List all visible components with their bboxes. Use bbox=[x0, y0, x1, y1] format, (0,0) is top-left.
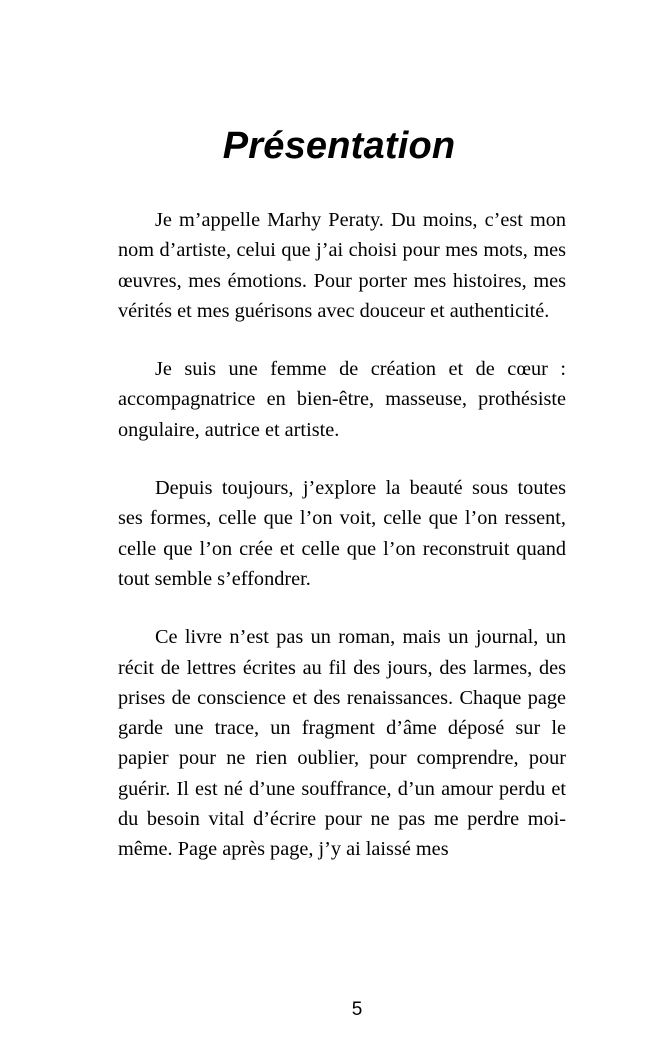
paragraph-2: Je suis une femme de création et de cœur : accompagnatrice en bien-être, masseuse, prothésiste ongulaire, autrice et artiste. bbox=[118, 358, 566, 441]
paragraph-3: Depuis toujours, j’explore la beauté sous toutes ses formes, celle que l’on voit, celle que l’on ressent, celle que l’on crée et celle que l’on reconstruit quand tout semble s’effondrer. bbox=[118, 477, 566, 590]
paragraph-4: Ce livre n’est pas un roman, mais un journal, un récit de lettres écrites au fil des jours, des larmes, des prises de conscience et des renaissances. Chaque page garde une trace, un fragment d’âme déposé sur le papier pour ne rien oublier, pour comprendre, pour guérir. Il est né d’une souffrance, d’un amour perdu et du besoin vital d’écrire pour ne pas me perdre moi-même. Page après page, j’y ai laissé mes bbox=[118, 626, 566, 861]
page-title: Présentation bbox=[222, 125, 456, 167]
paragraph-1: Je m’appelle Marhy Peraty. Du moins, c’est mon nom d’artiste, celui que j’ai choisi pour mes mots, mes œuvres, mes émotions. Pour porter mes histoires, mes vérités et mes guérisons avec douceur et authenticité. bbox=[118, 209, 566, 322]
body-text bbox=[118, 205, 566, 865]
page-number: 5 bbox=[351, 999, 363, 1020]
